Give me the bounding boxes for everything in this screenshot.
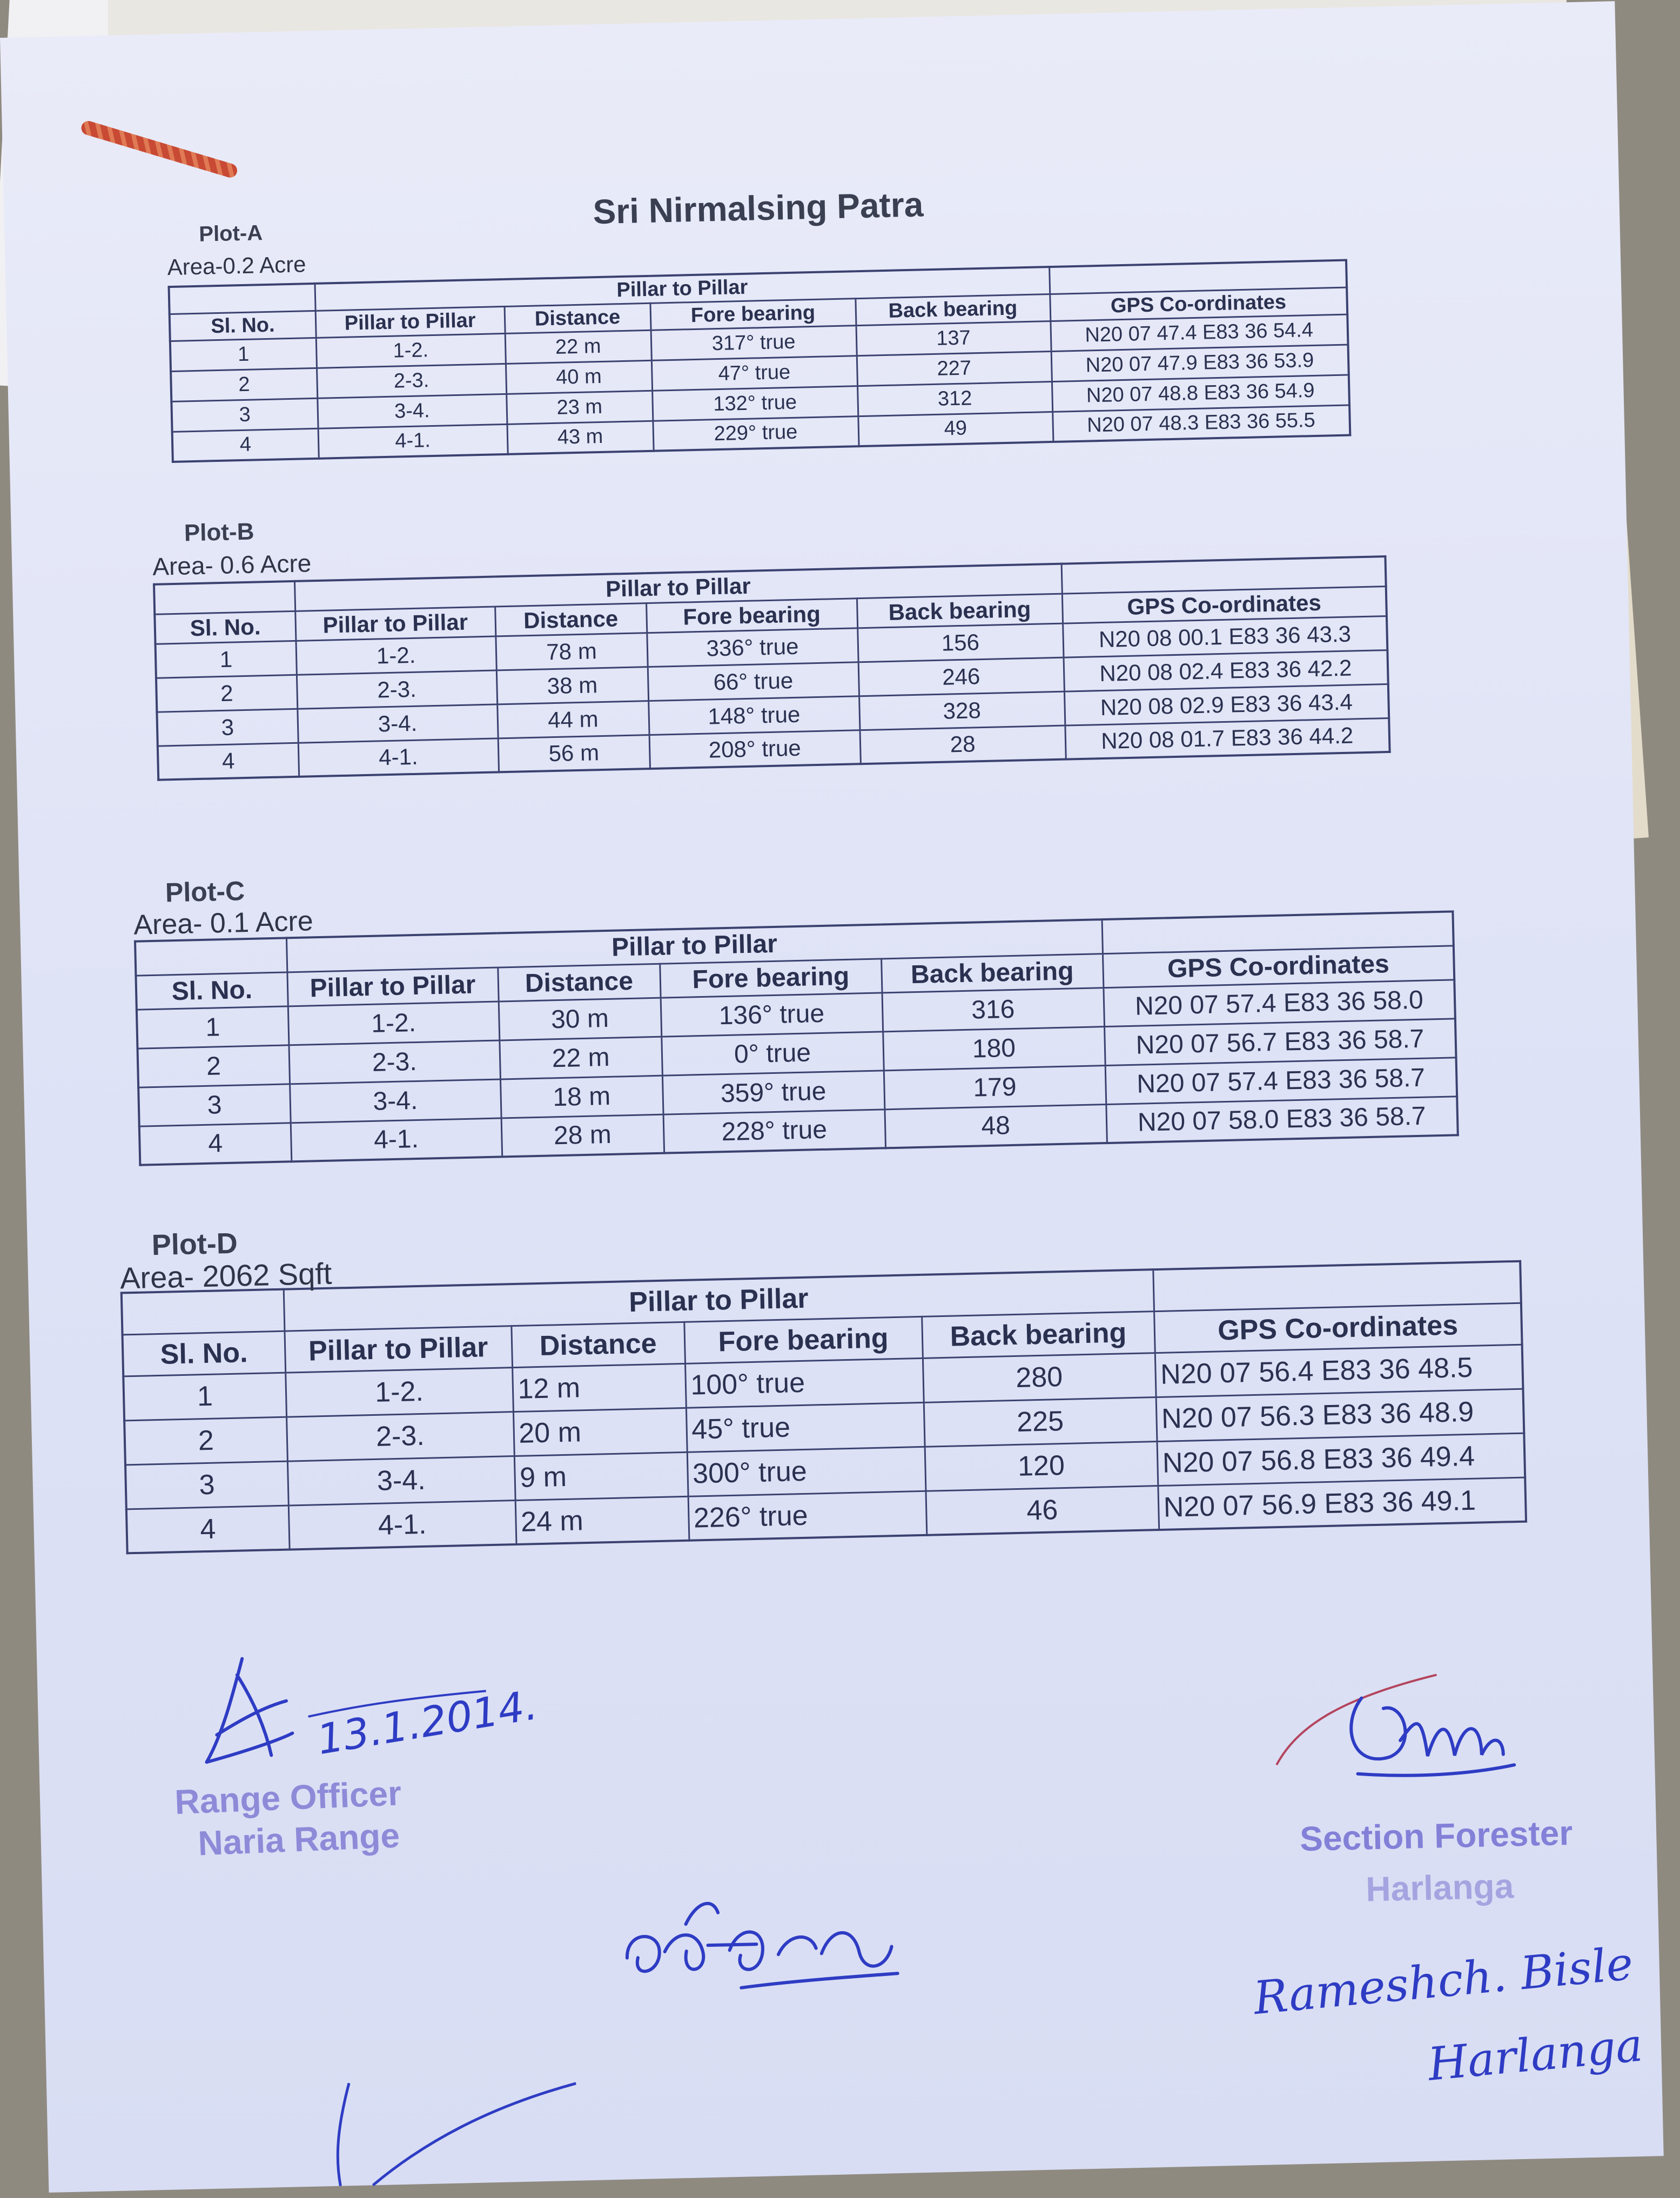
header-sl-no: Sl. No. [123,1331,286,1376]
binding-thread [79,119,239,179]
cell-distance: 9 m [514,1452,688,1500]
cell-sl-no: 1 [137,1006,289,1048]
cell-sl-no: 3 [171,398,318,432]
header-spacer [169,284,315,314]
cell-back-bearing: 179 [884,1065,1106,1109]
plot-label: Plot-D [151,1227,238,1262]
cell-back-bearing: 328 [859,691,1065,730]
header-group-pillar: Pillar to Pillar [294,564,1062,611]
cell-pillar: 1-2. [288,1001,500,1045]
cell-back-bearing: 180 [883,1026,1105,1070]
cell-sl-no: 3 [138,1084,291,1126]
cell-fore-bearing: 148° true [648,696,859,735]
cell-gps: N20 08 01.7 E83 36 44.2 [1065,718,1389,759]
cell-pillar: 1-2. [295,636,496,674]
cell-distance: 23 m [506,391,653,424]
header-gps: GPS Co-ordinates [1154,1303,1522,1353]
header-gps: GPS Co-ordinates [1062,586,1387,623]
header-back-bearing: Back bearing [855,294,1050,325]
pillar-table [167,259,1351,463]
cell-fore-bearing: 300° true [687,1447,926,1496]
cell-fore-bearing: 100° true [685,1358,924,1408]
cell-sl-no: 1 [123,1373,286,1421]
cell-gps: N20 07 56.4 E83 36 48.5 [1155,1345,1523,1397]
cell-distance: 56 m [498,735,650,772]
handwritten-place: Harlanga [1426,2018,1645,2091]
handwritten-name: Rameshch. Bisle [1251,1937,1636,2025]
header-gps: GPS Co-ordinates [1050,287,1347,321]
section-forester-signature [1274,1661,1558,1797]
pillar-table [120,1260,1527,1555]
cell-fore-bearing: 359° true [662,1070,885,1114]
cell-distance: 22 m [505,330,651,364]
cell-pillar: 4-1. [288,1500,516,1550]
header-fore-bearing: Fore bearing [646,598,857,633]
cell-gps: N20 07 48.8 E83 36 54.9 [1052,375,1349,412]
plot-area: Area- 0.6 Acre [152,549,312,581]
plot-label: Plot-C [165,876,245,908]
cell-fore-bearing: 136° true [661,992,883,1036]
cell-back-bearing: 48 [884,1104,1107,1148]
cell-fore-bearing: 208° true [649,730,861,769]
cell-distance: 20 m [513,1408,687,1456]
cell-pillar: 2-3. [317,364,506,398]
cell-sl-no: 2 [171,368,317,401]
cell-pillar: 3-4. [287,1456,515,1505]
header-spacer [154,581,295,614]
plot-area: Area- 0.1 Acre [133,905,314,941]
cell-gps: N20 07 47.4 E83 36 54.4 [1050,314,1348,351]
cell-sl-no: 3 [157,709,298,746]
cell-pillar: 4-1. [291,1118,502,1161]
plot-label: Plot-B [184,518,254,547]
range-stamp-line1: Range Officer [174,1773,402,1822]
cell-gps: N20 07 57.4 E83 36 58.0 [1103,979,1455,1026]
header-spacer [122,1289,285,1335]
section-forester-stamp [1299,1807,1574,1917]
header-sl-no: Sl. No. [136,972,287,1009]
cell-distance: 44 m [497,701,649,738]
header-pillar: Pillar to Pillar [284,1326,512,1373]
document-page [0,1,1664,2193]
plot-section [166,191,1576,463]
cell-back-bearing: 227 [857,351,1052,386]
cell-back-bearing: 246 [858,657,1064,696]
document-title: Sri Nirmalsing Patra [592,185,924,232]
cell-distance: 78 m [495,633,647,670]
cell-pillar: 2-3. [286,1411,514,1461]
cell-fore-bearing: 66° true [648,662,859,701]
cell-distance: 24 m [515,1496,689,1544]
plot-label: Plot-A [198,221,263,246]
cell-back-bearing: 280 [923,1353,1156,1402]
cell-back-bearing: 120 [925,1441,1158,1491]
pillar-table [134,910,1459,1166]
plot-section [132,846,1543,1166]
header-sl-no: Sl. No. [170,311,316,341]
cell-pillar: 1-2. [285,1367,513,1417]
header-back-bearing: Back bearing [857,594,1063,628]
pillar-table [153,555,1391,781]
header-fore-bearing: Fore bearing [660,958,882,997]
cell-gps: N20 07 56.3 E83 36 48.9 [1156,1389,1524,1441]
corner-signature-stroke [317,2072,600,2192]
plot-area: Area- 2062 Sqft [119,1256,333,1295]
cell-sl-no: 1 [170,338,317,371]
header-group-pillar: Pillar to Pillar [284,1269,1154,1331]
cell-distance: 40 m [506,360,652,394]
cell-fore-bearing: 228° true [663,1109,886,1153]
cell-back-bearing: 49 [858,412,1053,446]
cell-back-bearing: 137 [856,321,1051,355]
header-group-pillar: Pillar to Pillar [286,919,1103,972]
cell-back-bearing: 156 [857,623,1063,662]
header-back-bearing: Back bearing [922,1311,1155,1358]
cell-gps: N20 08 02.9 E83 36 43.4 [1064,684,1389,725]
header-distance: Distance [505,303,651,333]
header-distance: Distance [511,1322,685,1367]
cell-fore-bearing: 336° true [647,628,858,667]
cell-gps: N20 07 56.8 E83 36 49.4 [1157,1433,1526,1486]
header-spacer [135,938,287,975]
cell-fore-bearing: 132° true [652,386,858,421]
cell-fore-bearing: 45° true [686,1402,925,1452]
header-fore-bearing: Fore bearing [684,1316,923,1363]
cell-gps: N20 07 48.3 E83 36 55.5 [1052,405,1350,442]
cell-fore-bearing: 317° true [651,325,857,360]
cell-pillar: 1-2. [316,333,506,368]
range-officer-stamp [174,1772,404,1865]
header-gps: GPS Co-ordinates [1103,945,1454,987]
forester-stamp-line2: Harlanga [1365,1866,1515,1909]
cell-sl-no: 4 [158,743,299,780]
plot-section [119,1198,1530,1555]
cell-sl-no: 3 [125,1461,288,1509]
cell-fore-bearing: 226° true [688,1491,927,1541]
cell-back-bearing: 225 [924,1397,1157,1447]
cell-fore-bearing: 47° true [651,355,857,391]
cell-gps: N20 07 56.7 E83 36 58.7 [1104,1018,1456,1065]
cell-distance: 43 m [507,421,653,454]
cell-pillar: 4-1. [298,738,499,776]
cell-sl-no: 4 [139,1122,292,1165]
cell-pillar: 2-3. [297,670,497,708]
cell-distance: 38 m [496,667,648,704]
header-pillar: Pillar to Pillar [287,967,498,1006]
cell-gps: N20 08 02.4 E83 36 42.2 [1064,650,1388,691]
cell-back-bearing: 28 [859,725,1065,764]
cell-back-bearing: 46 [925,1486,1159,1535]
cell-gps: N20 07 56.9 E83 36 49.1 [1158,1477,1526,1530]
plot-area: Area-0.2 Acre [167,251,306,280]
cell-distance: 28 m [501,1114,664,1157]
header-distance: Distance [498,964,660,1001]
cell-gps: N20 07 47.9 E83 36 53.9 [1051,345,1349,381]
cell-pillar: 3-4. [297,704,498,742]
cell-sl-no: 4 [172,428,319,462]
header-sl-no: Sl. No. [154,611,295,644]
cell-sl-no: 1 [156,641,297,678]
cell-gps: N20 08 00.1 E83 36 43.3 [1063,616,1387,657]
cell-gps: N20 07 58.0 E83 36 58.7 [1106,1096,1457,1143]
middle-handwritten-signature [615,1887,909,2012]
cell-sl-no: 4 [126,1505,290,1554]
cell-pillar: 3-4. [317,394,507,428]
cell-fore-bearing: 229° true [653,416,858,451]
header-back-bearing: Back bearing [881,953,1103,992]
cell-fore-bearing: 0° true [661,1031,884,1075]
range-officer-date: 13.1.2014. [313,1680,541,1764]
cell-sl-no: 2 [138,1045,290,1087]
cell-sl-no: 2 [156,675,297,712]
header-pillar: Pillar to Pillar [315,306,505,338]
handwritten-name-signature [1248,1937,1679,2112]
forester-stamp-line1: Section Forester [1299,1813,1573,1859]
cell-sl-no: 2 [124,1417,287,1465]
cell-distance: 18 m [500,1076,663,1118]
header-group-pillar: Pillar to Pillar [314,267,1050,311]
header-fore-bearing: Fore bearing [650,298,856,330]
cell-pillar: 4-1. [318,424,508,459]
cell-pillar: 2-3. [288,1040,500,1084]
cell-distance: 22 m [499,1037,662,1079]
cell-distance: 30 m [499,998,662,1040]
cell-distance: 12 m [512,1363,686,1411]
plot-section [151,489,1561,781]
header-pillar: Pillar to Pillar [295,606,495,640]
range-stamp-line2: Naria Range [197,1816,401,1863]
cell-back-bearing: 312 [857,381,1052,416]
cell-back-bearing: 316 [882,987,1105,1031]
range-officer-signature [183,1647,541,1773]
cell-pillar: 3-4. [290,1079,501,1122]
cell-gps: N20 07 57.4 E83 36 58.7 [1105,1057,1457,1104]
header-distance: Distance [495,603,647,636]
